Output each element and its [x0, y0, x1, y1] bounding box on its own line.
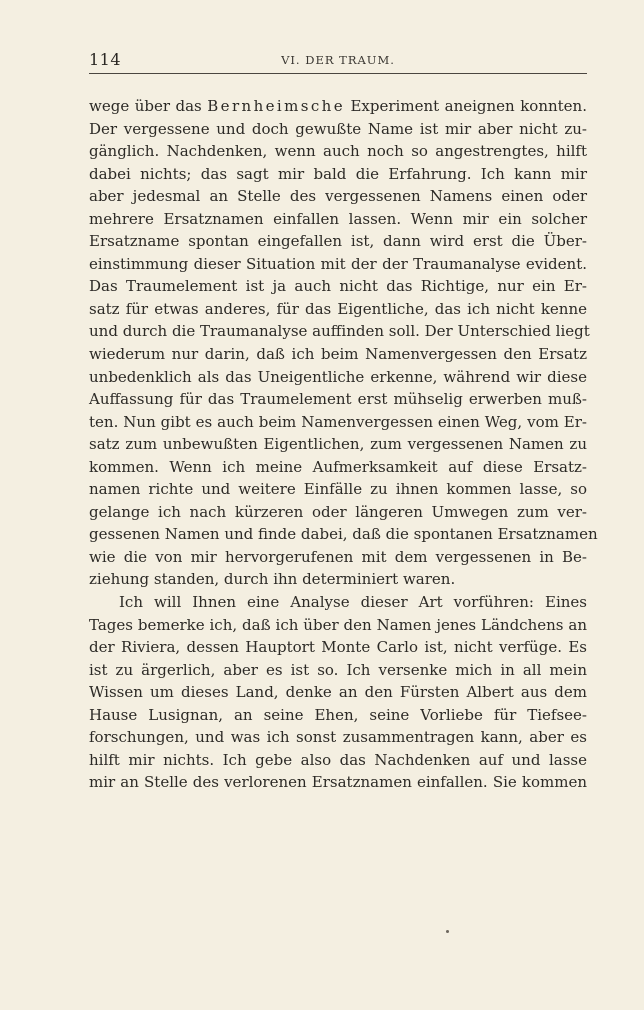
- text-line: dabei nichts; das sagt mir bald die Erfahrung. Ich kann mir: [89, 164, 587, 183]
- text-line: Der vergessene und doch gewußte Name ist mir aber nicht zu-: [89, 119, 587, 138]
- text-line: gelange ich nach kürzeren oder längeren Umwegen zum ver-: [89, 502, 587, 521]
- page-number: 114: [89, 50, 122, 69]
- text-line: Wissen um dieses Land, denke an den Fürsten Albert aus dem: [89, 683, 587, 702]
- text-line: ziehung standen, durch ihn determiniert waren.: [89, 570, 456, 589]
- text-line: Hause Lusignan, an seine Ehen, seine Vorliebe für Tiefsee-: [89, 705, 587, 724]
- text-line: Auffassung für das Traumelement erst mühselig erwerben muß-: [89, 390, 587, 409]
- text-line: und durch die Traumanalyse auffinden soll. Der Unterschied liegt: [89, 322, 590, 341]
- text-line: wie die von mir hervorgerufenen mit dem vergessenen in Be-: [89, 547, 587, 566]
- text-line: ist zu ärgerlich, aber es ist so. Ich versenke mich in all mein: [89, 660, 587, 679]
- page-speck: [446, 930, 449, 933]
- text-line: gessenen Namen und finde dabei, daß die spontanen Ersatznamen: [89, 525, 598, 544]
- text-line: Das Traumelement ist ja auch nicht das Richtige, nur ein Er-: [89, 277, 587, 296]
- text-line: wiederum nur darin, daß ich beim Namenvergessen den Ersatz: [89, 345, 587, 364]
- text-line: aber jedesmal an Stelle des vergessenen Namens einen oder: [89, 187, 587, 206]
- text-line: Ich will Ihnen eine Analyse dieser Art vorführen: Eines: [119, 593, 587, 612]
- running-head: VI. DER TRAUM.: [281, 53, 395, 67]
- text-line: ten. Nun gibt es auch beim Namenvergessen einen Weg, vom Er-: [89, 412, 587, 431]
- text-line: unbedenklich als das Uneigentliche erkenne, während wir diese: [89, 367, 587, 386]
- text-line: mehrere Ersatznamen einfallen lassen. Wenn mir ein solcher: [89, 209, 587, 228]
- text-line: wege über das Bernheimsche Experiment aneignen konnten.: [89, 97, 587, 115]
- text-line: hilft mir nichts. Ich gebe also das Nachdenken auf und lasse: [89, 750, 587, 769]
- page-header: [89, 50, 587, 72]
- spaced-name: Bernheimsche: [207, 97, 345, 115]
- paragraph-1: [89, 95, 598, 591]
- header-rule: [89, 73, 587, 74]
- text-line: der Riviera, dessen Hauptort Monte Carlo ist, nicht verfüge. Es: [89, 638, 587, 657]
- text-line: satz zum unbewußten Eigentlichen, zum vergessenen Namen zu: [89, 435, 587, 454]
- text-line: Tages bemerke ich, daß ich über den Namen jenes Ländchens an: [89, 615, 587, 634]
- text-line: kommen. Wenn ich meine Aufmerksamkeit auf diese Ersatz-: [89, 457, 587, 476]
- text-line: einstimmung dieser Situation mit der der Traumanalyse evident.: [89, 254, 587, 273]
- body-text: [89, 95, 598, 794]
- text-line: namen richte und weitere Einfälle zu ihnen kommen lasse, so: [89, 480, 587, 499]
- text-line: forschungen, und was ich sonst zusammentragen kann, aber es: [89, 728, 587, 747]
- text-line: mir an Stelle des verlorenen Ersatznamen einfallen. Sie kommen: [89, 773, 587, 792]
- text-line: satz für etwas anderes, für das Eigentliche, das ich nicht kenne: [89, 299, 587, 318]
- text-line: gänglich. Nachdenken, wenn auch noch so angestrengtes, hilft: [89, 142, 587, 161]
- text-line: Ersatzname spontan eingefallen ist, dann wird erst die Über-: [89, 232, 587, 251]
- paragraph-2: [89, 591, 587, 794]
